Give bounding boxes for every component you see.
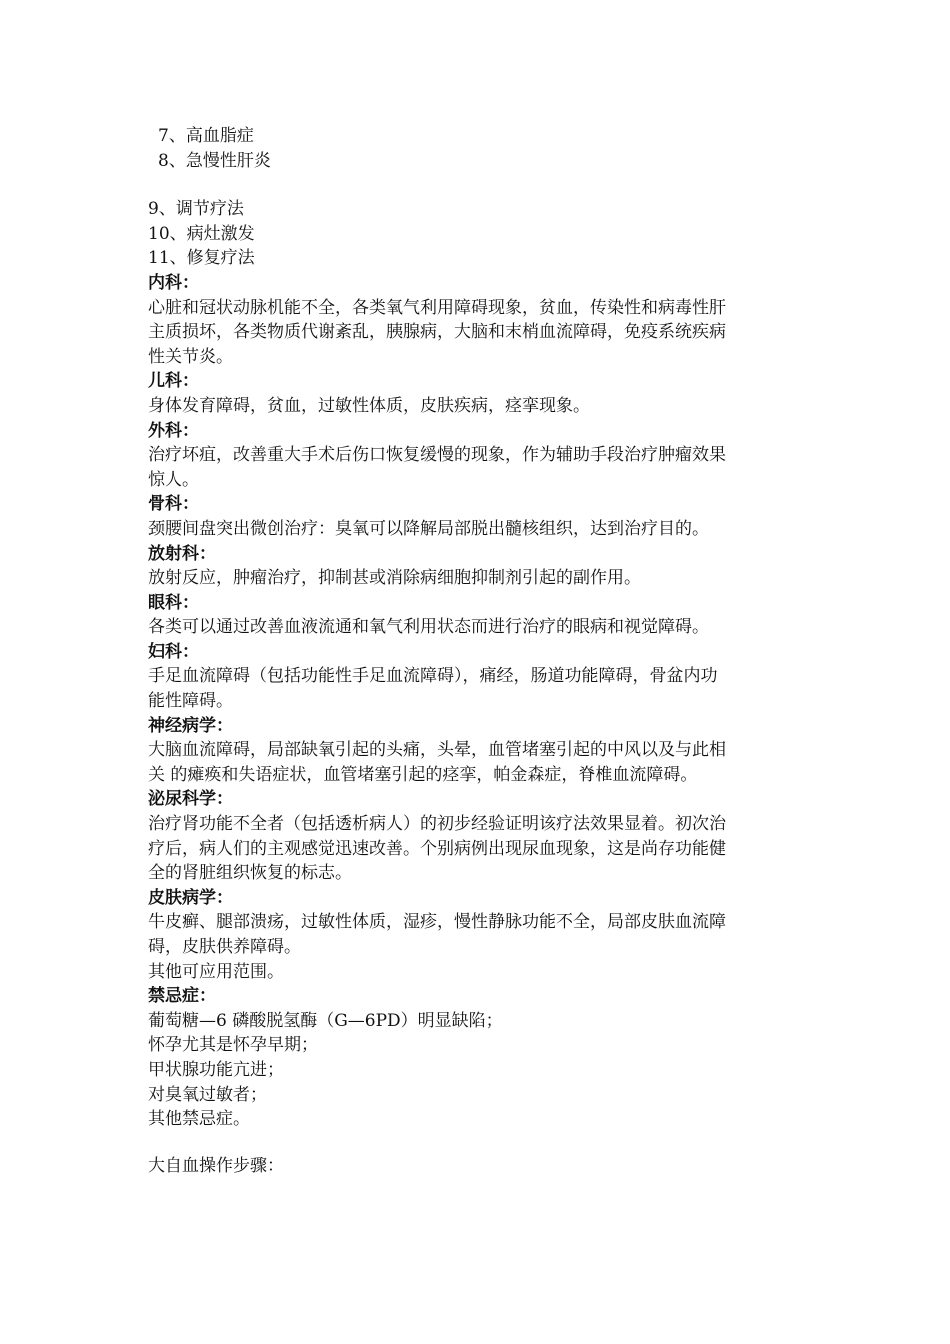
list-item: 8、急慢性肝炎 [158, 150, 271, 171]
section-text: 身体发育障碍，贫血，过敏性体质，皮肤疾病，痉挛现象。 [148, 395, 590, 416]
section-text: 颈腰间盘突出微创治疗：臭氧可以降解局部脱出髓核组织，达到治疗目的。 [148, 518, 709, 539]
section-heading: 内科： [148, 272, 199, 293]
section-text: 对臭氧过敏者； [148, 1084, 267, 1105]
section-text: 关 的瘫痪和失语症状，血管堵塞引起的痉挛，帕金森症，脊椎血流障碍。 [148, 764, 698, 785]
section-text: 能性障碍。 [148, 691, 233, 712]
section-text: 其他禁忌症。 [148, 1109, 250, 1130]
section-text: 甲状腺功能亢进； [148, 1059, 284, 1080]
list-item: 9、调节疗法 [148, 199, 244, 220]
section-text: 全的肾脏组织恢复的标志。 [148, 863, 352, 884]
section-heading: 禁忌症： [148, 986, 216, 1007]
subsection-title: 大自血操作步骤： [148, 1155, 284, 1176]
section-text: 治疗肾功能不全者（包括透析病人）的初步经验证明该疗法效果显着。初次治 [148, 814, 726, 835]
section-text: 其他可应用范围。 [148, 961, 284, 982]
section-heading: 妇科： [148, 641, 199, 662]
spacer [148, 173, 808, 197]
section-text: 疗后，病人们的主观感觉迅速改善。个别病例出现尿血现象，这是尚存功能健 [148, 838, 726, 859]
section-text: 牛皮癣、腿部溃疡，过敏性体质，湿疹，慢性静脉功能不全，局部皮肤血流障 [148, 912, 726, 933]
section-text: 大脑血流障碍，局部缺氧引起的头痛，头晕，血管堵塞引起的中风以及与此相 [148, 740, 726, 761]
list-item: 7、高血脂症 [158, 126, 254, 146]
section-heading: 眼科： [148, 592, 199, 613]
section-text: 葡萄糖—6 磷酸脱氢酶（G—6PD）明显缺陷； [148, 1010, 503, 1031]
section-text: 放射反应，肿瘤治疗，抑制甚或消除病细胞抑制剂引起的副作用。 [148, 568, 641, 589]
section-heading: 泌尿科学： [148, 789, 233, 810]
section-heading: 儿科： [148, 371, 199, 392]
section-heading: 皮肤病学： [148, 887, 233, 908]
section-text: 手足血流障碍（包括功能性手足血流障碍），痛经，肠道功能障碍，骨盆内功 [148, 666, 718, 687]
spacer [148, 1132, 808, 1154]
section-text: 各类可以通过改善血液流通和氧气利用状态而进行治疗的眼病和视觉障碍。 [148, 617, 709, 638]
document-body [148, 124, 808, 1178]
section-text: 治疗坏疽，改善重大手术后伤口恢复缓慢的现象，作为辅助手段治疗肿瘤效果 [148, 445, 726, 466]
section-text: 主质损坏，各类物质代谢紊乱，胰腺病，大脑和末梢血流障碍，免疫系统疾病 [148, 322, 726, 343]
section-text: 碍，皮肤供养障碍。 [148, 937, 301, 957]
list-item: 10、病灶激发 [148, 223, 255, 244]
section-heading: 骨科： [148, 494, 199, 515]
section-heading: 放射科： [148, 543, 216, 564]
section-heading: 外科： [148, 420, 199, 441]
section-text: 惊人。 [148, 469, 199, 490]
section-text: 心脏和冠状动脉机能不全，各类氧气利用障碍现象，贫血，传染性和病毒性肝 [148, 297, 726, 318]
section-text: 怀孕尤其是怀孕早期； [148, 1035, 318, 1056]
list-item: 11、修复疗法 [148, 248, 255, 269]
section-text: 性关节炎。 [148, 346, 233, 367]
section-heading: 神经病学： [148, 715, 233, 736]
